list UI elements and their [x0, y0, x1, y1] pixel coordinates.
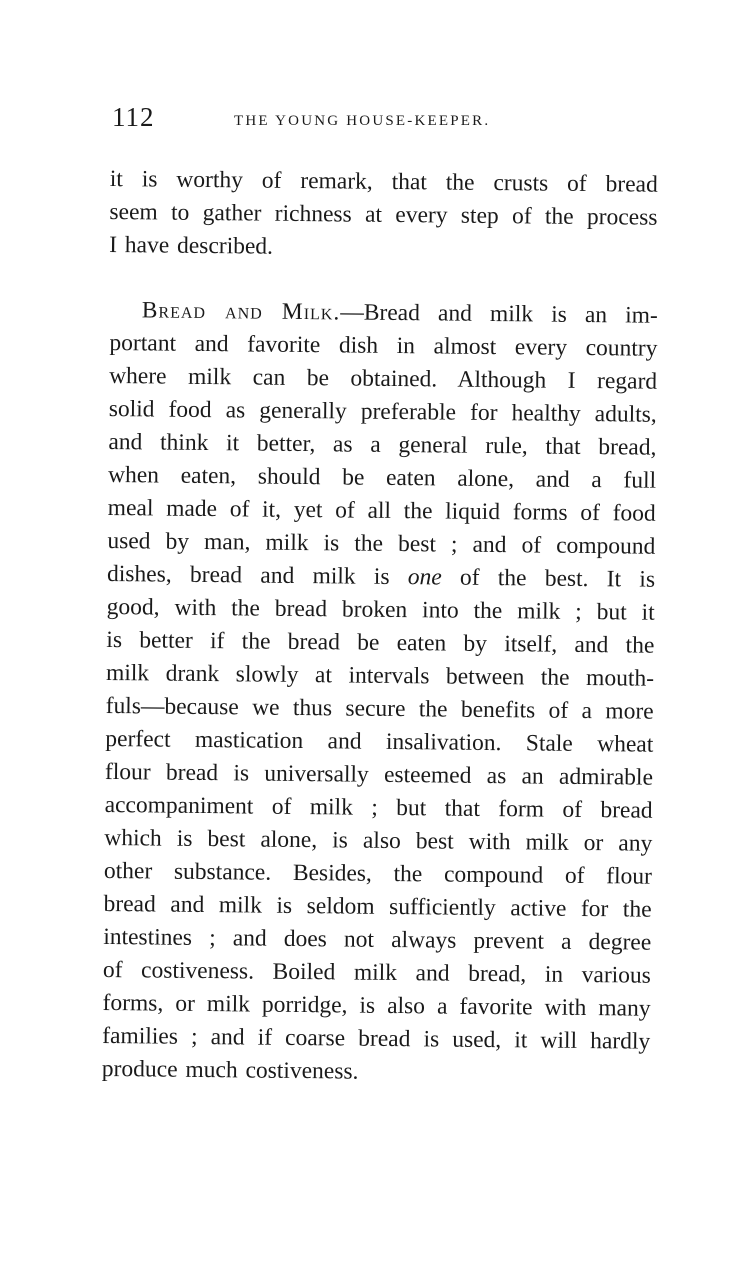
text-line: perfect mastication and insalivation. Stale wheat — [105, 725, 654, 758]
text-line: milk drank slowly at intervals between the mouth- — [105, 659, 655, 692]
text-line: flour bread is universally esteemed as an admirable — [104, 758, 654, 791]
text-line: and think it better, as a general rule, that bread, — [108, 428, 657, 461]
text-line: seem to gather richness at every step of the process — [109, 198, 658, 231]
paragraph-continued — [109, 163, 658, 268]
text-line: of costiveness. Boiled milk and bread, in various — [102, 956, 652, 989]
text-fragment: —Bread and milk is an im- — [340, 299, 658, 329]
text-line: accompaniment of milk ; but that form of bread — [104, 791, 653, 824]
page-header — [112, 102, 562, 142]
text-line: used by man, milk is the best ; and of compound — [107, 527, 656, 560]
text-line: is better if the bread be eaten by itself, and the — [106, 626, 655, 659]
text-fragment: of the best. It is — [441, 564, 656, 593]
running-title: THE YOUNG HOUSE-KEEPER. — [234, 113, 491, 129]
paragraph-bread-and-milk — [102, 294, 658, 1092]
text-line: I have described. — [109, 231, 274, 260]
text-line: where milk can be obtained. Although I regard — [109, 362, 658, 395]
text-line: bread and milk is seldom sufficiently active for the — [103, 890, 652, 923]
text-line: when eaten, should be eaten alone, and a full — [107, 461, 657, 494]
text-fragment: dishes, bread and milk is — [106, 560, 408, 591]
text-line: fuls—because we thus secure the benefits of a more — [105, 692, 654, 725]
text-line: families ; and if coarse bread is used, it will hardly — [102, 1022, 651, 1055]
text-line: it is worthy of remark, that the crusts of bread — [109, 165, 658, 198]
text-line: solid food as generally preferable for healthy adults, — [108, 395, 657, 428]
section-heading: Bread and Milk. — [141, 297, 341, 326]
text-line: portant and favorite dish in almost every country — [109, 329, 658, 362]
text-line: intestines ; and does not always prevent a degree — [103, 923, 652, 956]
text-line: other substance. Besides, the compound of flour — [103, 857, 653, 890]
text-line: meal made of it, yet of all the liquid forms of food — [107, 494, 656, 527]
page-number: 112 — [112, 102, 155, 132]
italic-word: one — [407, 564, 442, 591]
text-line: which is best alone, is also best with milk or any — [104, 824, 653, 857]
text-line: produce much costiveness. — [101, 1055, 359, 1085]
text-line: good, with the bread broken into the milk ; but it — [106, 593, 655, 626]
text-line: forms, or milk porridge, is also a favorite with many — [102, 989, 651, 1022]
